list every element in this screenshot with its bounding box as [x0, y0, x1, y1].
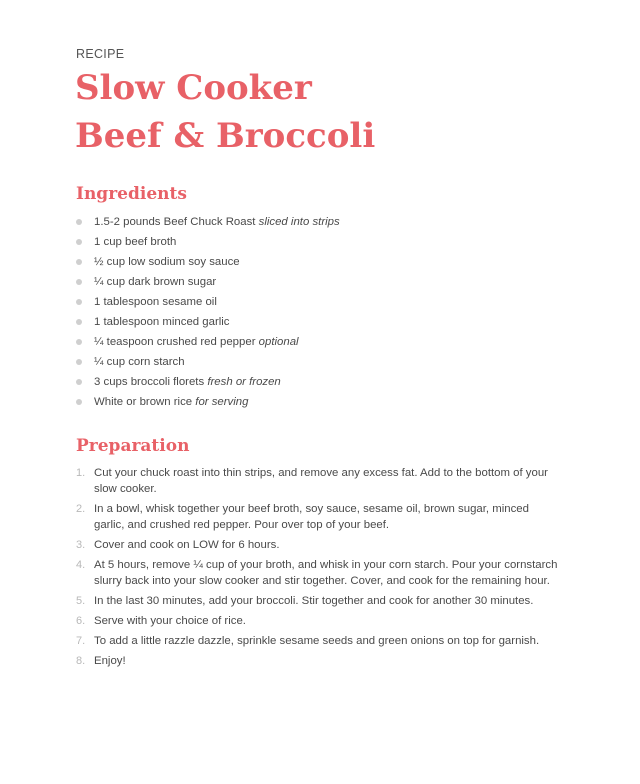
preparation-step — [76, 557, 560, 589]
bullet-dot-icon — [76, 379, 82, 385]
preparation-step — [76, 653, 560, 669]
ingredient-text: 1 tablespoon sesame oil — [94, 296, 217, 308]
step-number: 4. — [76, 559, 86, 571]
ingredient-note: sliced into strips — [258, 216, 340, 228]
step-text: Cut your chuck roast into thin strips, and remove any excess fat. Add to the bottom of your slow cooker. — [94, 467, 548, 495]
ingredient-note: optional — [258, 336, 299, 348]
step-number: 2. — [76, 503, 86, 515]
ingredient-item — [76, 372, 576, 392]
step-number: 3. — [76, 539, 86, 551]
step-text: Enjoy! — [94, 655, 126, 667]
bullet-dot-icon — [76, 279, 82, 285]
preparation-step — [76, 633, 560, 649]
recipe-title — [75, 64, 375, 160]
recipe-eyebrow: RECIPE — [76, 47, 125, 61]
preparation-step — [76, 537, 560, 553]
bullet-dot-icon — [76, 299, 82, 305]
recipe-title-line-2: Beef & Broccoli — [75, 116, 376, 156]
preparation-step — [76, 613, 560, 629]
preparation-list — [76, 465, 560, 673]
ingredients-list — [76, 212, 576, 412]
recipe-title-line-1: Slow Cooker — [75, 68, 312, 108]
bullet-dot-icon — [76, 219, 82, 225]
preparation-step — [76, 465, 560, 497]
step-text: In a bowl, whisk together your beef broth, soy sauce, sesame oil, brown sugar, minced garlic, and crushed red pepper. Pour over top of your beef. — [94, 503, 529, 531]
ingredient-item — [76, 272, 576, 292]
ingredient-text: ½ cup low sodium soy sauce — [94, 256, 240, 268]
step-text: In the last 30 minutes, add your broccoli. Stir together and cook for another 30 minutes. — [94, 595, 534, 607]
ingredient-text: ¼ teaspoon crushed red pepper — [94, 336, 259, 348]
step-number: 7. — [76, 635, 86, 647]
preparation-heading: Preparation — [76, 436, 190, 456]
ingredient-text: 1 tablespoon minced garlic — [94, 316, 230, 328]
bullet-dot-icon — [76, 339, 82, 345]
ingredient-text: 1.5-2 pounds Beef Chuck Roast — [94, 216, 259, 228]
step-number: 6. — [76, 615, 86, 627]
ingredient-text: ¼ cup corn starch — [94, 356, 185, 368]
ingredient-item — [76, 212, 576, 232]
ingredient-item — [76, 292, 576, 312]
ingredient-item — [76, 332, 576, 352]
ingredient-note: for serving — [195, 396, 249, 408]
ingredient-text: ¼ cup dark brown sugar — [94, 276, 217, 288]
ingredients-heading: Ingredients — [76, 184, 187, 204]
step-text: Serve with your choice of rice. — [94, 615, 246, 627]
bullet-dot-icon — [76, 259, 82, 265]
step-number: 1. — [76, 467, 86, 479]
ingredient-item — [76, 392, 576, 412]
step-text: Cover and cook on LOW for 6 hours. — [94, 539, 280, 551]
step-number: 8. — [76, 655, 86, 667]
ingredient-text: 1 cup beef broth — [94, 236, 177, 248]
ingredient-item — [76, 352, 576, 372]
preparation-step — [76, 593, 560, 609]
ingredient-text: White or brown rice — [94, 396, 196, 408]
bullet-dot-icon — [76, 239, 82, 245]
ingredient-item — [76, 312, 576, 332]
step-number: 5. — [76, 595, 86, 607]
bullet-dot-icon — [76, 319, 82, 325]
step-text: At 5 hours, remove ¼ cup of your broth, and whisk in your corn starch. Pour your cornstarch slurry back into your slow cooker and stir together. Cover, and cook for the remaining hour. — [94, 559, 558, 587]
step-text: To add a little razzle dazzle, sprinkle sesame seeds and green onions on top for garnish. — [94, 635, 540, 647]
bullet-dot-icon — [76, 399, 82, 405]
ingredient-item — [76, 232, 576, 252]
preparation-step — [76, 501, 560, 533]
ingredient-note: fresh or frozen — [207, 376, 281, 388]
ingredient-item — [76, 252, 576, 272]
ingredient-text: 3 cups broccoli florets — [94, 376, 208, 388]
bullet-dot-icon — [76, 359, 82, 365]
